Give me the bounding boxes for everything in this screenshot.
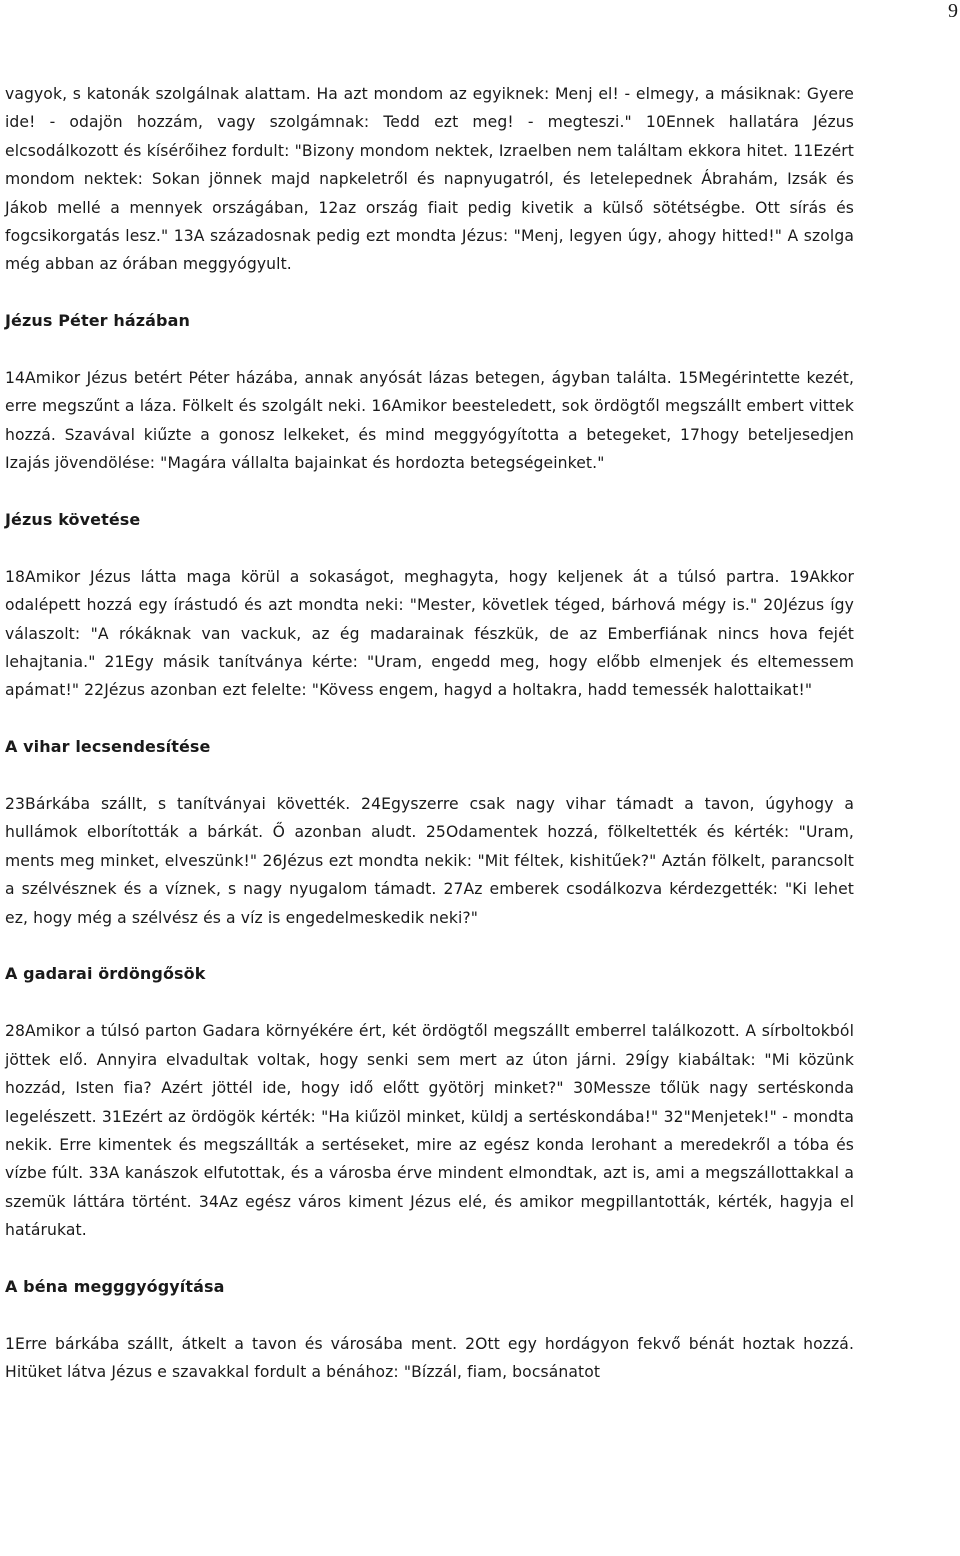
spacer <box>5 1301 854 1329</box>
section-heading-calming-storm: A vihar lecsendesítése <box>5 737 211 757</box>
spacer <box>5 478 854 506</box>
spacer <box>5 989 854 1017</box>
section-heading-healing-paralytic: A béna megggyógyítása <box>5 1276 225 1296</box>
section-text-gadarene-demoniacs: 28Amikor a túlsó parton Gadara környékére ért, két ördögtől megszállt emberrel találkozott. A sírboltokból jöttek elő. Annyira elvadultak voltak, hogy senki sem mert az úton járni. 29Így kiabáltak: "Mi közünk hozzád, Isten fia? Azért jöttél ide, hogy idő előtt gyötörj minket?" 30Messze tőlük nagy sertéskonda legelészett. 31Ezért az ördögök kérték: "Ha kiűzöl minket, küldj a sertéskondába!" 32"Menjetek!" - mondta nekik. Erre kimentek és megszállták a sertéseket, mire az egész konda lerohant a meredekről a tóba és vízbe fúlt. 33A kanászok elfutottak, és a városba érve mindent elmondtak, azt is, ami a megszállottakkal a szemük láttára történt. 34Az egész város kiment Jézus elé, és amikor megpillantották, kérték, hagyja el határukat. <box>5 1022 854 1240</box>
document-body <box>5 80 854 1387</box>
section-text-healing-paralytic: 1Erre bárkába szállt, átkelt a tavon és városába ment. 2Ott egy hordágyon fekvő bénát hoztak hozzá. Hitüket látva Jézus e szavakkal fordult a bénához: "Bízzál, fiam, bocsánatot <box>5 1334 854 1382</box>
section-text-peter-house: 14Amikor Jézus betért Péter házába, annak anyósát lázas betegen, ágyban találta. 15Megérintette kezét, erre megszűnt a láza. Fölkelt és szolgált neki. 16Amikor beesteledett, sok ördögtől megszállt embert vittek hozzá. Szavával kiűzte a gonosz lelkeket, és mind meggyógyította a betegeket, 17hogy beteljesedjen Izajás jövendölése: "Magára vállalta bajainkat és hordozta betegségeinket." <box>5 369 854 473</box>
spacer <box>5 1245 854 1273</box>
section-heading-peter-house: Jézus Péter házában <box>5 311 190 331</box>
spacer <box>5 762 854 790</box>
section-text-following-jesus: 18Amikor Jézus látta maga körül a sokaságot, meghagyta, hogy keljenek át a túlsó partra. 19Akkor odalépett hozzá egy írástudó és azt mondta neki: "Mester, követlek téged, bárhová mégy is." 20Jézus így válaszolt: "A rókáknak van vackuk, az ég madarainak fészkük, de az Emberfiának nincs hova fejét lehajtania." 21Egy másik tanítványa kérte: "Uram, engedd meg, hogy előbb elmenjek és eltemessem apámat!" 22Jézus azonban ezt felelte: "Kövess engem, hagyd a holtakra, hadd temessék halottaikat!" <box>5 567 854 700</box>
section-text-calming-storm: 23Bárkába szállt, s tanítványai követték. 24Egyszerre csak nagy vihar támadt a tavon, úgyhogy a hullámok elborították a bárkát. Ő azonban aludt. 25Odamentek hozzá, fölkeltették és kérték: "Uram, ments meg minket, elveszünk!" 26Jézus ezt mondta nekik: "Mit féltek, kishitűek?" Aztán fölkelt, parancsolt a szélvésznek és a víznek, s nagy nyugalom támadt. 27Az emberek csodálkozva kérdezgették: "Ki lehet ez, hogy még a szélvész és a víz is engedelmeskedik neki?" <box>5 795 854 927</box>
spacer <box>5 534 854 562</box>
intro-paragraph: vagyok, s katonák szolgálnak alattam. Ha azt mondom az egyiknek: Menj el! - elmegy, a másiknak: Gyere ide! - odajön hozzám, vagy szolgámnak: Tedd ezt meg! - megteszi." 10Ennek hallatára Jézus elcsodálkozott és kísérőihez fordult: "Bizony mondom nektek, Izraelben nem találtam ekkora hitet. 11Ezért mondom nektek: Sokan jönnek majd napkeletről és napnyugatról, és letelepednek Ábrahám, Izsák és Jákob mellé a mennyek országában, 12az ország fiait pedig kivetik a külső sötétségbe. Ott sírás és fogcsikorgatás lesz." 13A századosnak pedig ezt mondta Jézus: "Menj, legyen úgy, ahogy hitted!" A szolga még abban az órában meggyógyult. <box>5 85 854 274</box>
section-heading-gadarene-demoniacs: A gadarai ördöngősök <box>5 964 206 984</box>
spacer <box>5 932 854 960</box>
spacer <box>5 279 854 307</box>
page-number: 9 <box>948 0 958 22</box>
spacer <box>5 705 854 733</box>
section-heading-following-jesus: Jézus követése <box>5 510 141 530</box>
spacer <box>5 336 854 364</box>
